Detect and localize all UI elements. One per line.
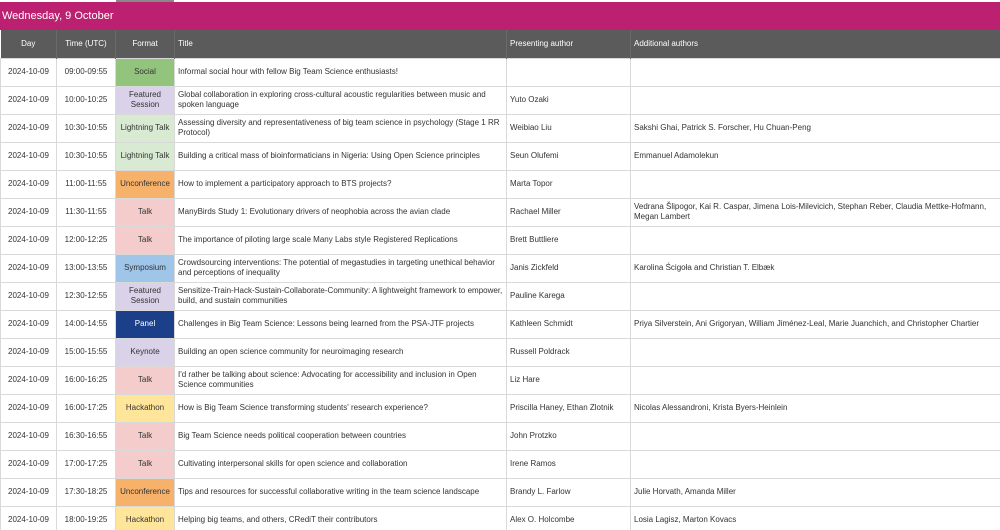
presenter-cell: Weibiao Liu — [507, 114, 631, 142]
additional-authors-cell — [631, 86, 1000, 114]
table-row[interactable] — [1, 142, 1000, 170]
time-cell: 18:00-19:25 — [57, 506, 116, 530]
column-header-time[interactable]: Time (UTC) — [57, 30, 116, 58]
day-cell: 2024-10-09 — [1, 282, 57, 310]
format-cell: Keynote — [116, 338, 175, 366]
table-row[interactable] — [1, 422, 1000, 450]
time-cell: 17:00-17:25 — [57, 450, 116, 478]
format-cell: Featured Session — [116, 86, 175, 114]
day-cell: 2024-10-09 — [1, 58, 57, 86]
presenter-cell: Irene Ramos — [507, 450, 631, 478]
column-header-format[interactable]: Format — [116, 30, 175, 58]
column-header-day[interactable]: Day — [1, 30, 57, 58]
format-cell: Unconference — [116, 478, 175, 506]
day-cell: 2024-10-09 — [1, 478, 57, 506]
presenter-cell: Alex O. Holcombe — [507, 506, 631, 530]
format-cell: Talk — [116, 226, 175, 254]
title-cell: Building a critical mass of bioinformaticians in Nigeria: Using Open Science principles — [175, 142, 507, 170]
additional-authors-cell: Losia Lagisz, Marton Kovacs — [631, 506, 1000, 530]
title-cell: Informal social hour with fellow Big Team Science enthusiasts! — [175, 58, 507, 86]
title-cell: Tips and resources for successful collaborative writing in the team science landscape — [175, 478, 507, 506]
additional-authors-cell: Karolina Ścigoła and Christian T. Elbæk — [631, 254, 1000, 282]
presenter-cell — [507, 58, 631, 86]
table-row[interactable] — [1, 254, 1000, 282]
format-cell: Social — [116, 58, 175, 86]
day-cell: 2024-10-09 — [1, 450, 57, 478]
presenter-cell: Pauline Karega — [507, 282, 631, 310]
presenter-cell: Rachael Miller — [507, 198, 631, 226]
column-header-title[interactable]: Title — [175, 30, 507, 58]
format-cell: Lightning Talk — [116, 142, 175, 170]
table-row[interactable] — [1, 198, 1000, 226]
table-row[interactable] — [1, 366, 1000, 394]
presenter-cell: Seun Olufemi — [507, 142, 631, 170]
column-header-presenting-author[interactable]: Presenting author — [507, 30, 631, 58]
table-row[interactable] — [1, 114, 1000, 142]
table-row[interactable] — [1, 338, 1000, 366]
time-cell: 17:30-18:25 — [57, 478, 116, 506]
additional-authors-cell: Emmanuel Adamolekun — [631, 142, 1000, 170]
additional-authors-cell: Priya Silverstein, Ani Grigoryan, William Jiménez-Leal, Marie Juanchich, and Christopher Chartier — [631, 310, 1000, 338]
day-cell: 2024-10-09 — [1, 226, 57, 254]
day-cell: 2024-10-09 — [1, 422, 57, 450]
presenter-cell: Kathleen Schmidt — [507, 310, 631, 338]
table-row[interactable] — [1, 506, 1000, 530]
additional-authors-cell — [631, 338, 1000, 366]
day-cell: 2024-10-09 — [1, 366, 57, 394]
additional-authors-cell: Sakshi Ghai, Patrick S. Forscher, Hu Chuan-Peng — [631, 114, 1000, 142]
presenter-cell: Janis Zickfeld — [507, 254, 631, 282]
table-row[interactable] — [1, 310, 1000, 338]
format-cell: Talk — [116, 366, 175, 394]
time-cell: 13:00-13:55 — [57, 254, 116, 282]
title-cell: ManyBirds Study 1: Evolutionary drivers of neophobia across the avian clade — [175, 198, 507, 226]
presenter-cell: Priscilla Haney, Ethan Zlotnik — [507, 394, 631, 422]
format-cell: Symposium — [116, 254, 175, 282]
column-header-additional-authors[interactable]: Additional authors — [631, 30, 1000, 58]
format-cell: Unconference — [116, 170, 175, 198]
day-cell: 2024-10-09 — [1, 506, 57, 530]
title-cell: How is Big Team Science transforming students' research experience? — [175, 394, 507, 422]
format-cell: Talk — [116, 198, 175, 226]
title-cell: Big Team Science needs political cooperation between countries — [175, 422, 507, 450]
title-cell: Cultivating interpersonal skills for open science and collaboration — [175, 450, 507, 478]
table-row[interactable] — [1, 282, 1000, 310]
format-cell: Featured Session — [116, 282, 175, 310]
presenter-cell: Brandy L. Farlow — [507, 478, 631, 506]
presenter-cell: Marta Topor — [507, 170, 631, 198]
additional-authors-cell — [631, 450, 1000, 478]
additional-authors-cell — [631, 226, 1000, 254]
day-cell: 2024-10-09 — [1, 170, 57, 198]
format-cell: Lightning Talk — [116, 114, 175, 142]
day-cell: 2024-10-09 — [1, 142, 57, 170]
additional-authors-cell: Vedrana Šlipogor, Kai R. Caspar, Jimena Lois-Milevicich, Stephan Reber, Claudia Mettke-Hofmann, Megan Lambert — [631, 198, 1000, 226]
additional-authors-cell — [631, 58, 1000, 86]
table-row[interactable] — [1, 86, 1000, 114]
time-cell: 11:30-11:55 — [57, 198, 116, 226]
time-cell: 12:30-12:55 — [57, 282, 116, 310]
table-row[interactable] — [1, 478, 1000, 506]
time-cell: 10:30-10:55 — [57, 142, 116, 170]
day-cell: 2024-10-09 — [1, 114, 57, 142]
time-cell: 10:30-10:55 — [57, 114, 116, 142]
presenter-cell: Yuto Ozaki — [507, 86, 631, 114]
table-row[interactable] — [1, 170, 1000, 198]
format-cell: Hackathon — [116, 394, 175, 422]
format-cell: Panel — [116, 310, 175, 338]
format-cell: Talk — [116, 450, 175, 478]
time-cell: 15:00-15:55 — [57, 338, 116, 366]
table-row[interactable] — [1, 226, 1000, 254]
title-cell: Crowdsourcing interventions: The potential of megastudies in targeting unethical behavior and perceptions of inequality — [175, 254, 507, 282]
day-cell: 2024-10-09 — [1, 394, 57, 422]
additional-authors-cell — [631, 366, 1000, 394]
schedule-table — [0, 30, 1000, 530]
format-cell: Hackathon — [116, 506, 175, 530]
time-cell: 16:30-16:55 — [57, 422, 116, 450]
day-cell: 2024-10-09 — [1, 310, 57, 338]
table-row[interactable] — [1, 58, 1000, 86]
time-cell: 11:00-11:55 — [57, 170, 116, 198]
day-header: Wednesday, 9 October — [0, 2, 1000, 30]
day-cell: 2024-10-09 — [1, 338, 57, 366]
title-cell: How to implement a participatory approach to BTS projects? — [175, 170, 507, 198]
time-cell: 10:00-10:25 — [57, 86, 116, 114]
title-cell: Global collaboration in exploring cross-cultural acoustic regularities between music and spoken language — [175, 86, 507, 114]
title-cell: Challenges in Big Team Science: Lessons being learned from the PSA-JTF projects — [175, 310, 507, 338]
day-cell: 2024-10-09 — [1, 254, 57, 282]
format-cell: Talk — [116, 422, 175, 450]
presenter-cell: Brett Buttliere — [507, 226, 631, 254]
additional-authors-cell — [631, 170, 1000, 198]
additional-authors-cell: Nicolas Alessandroni, Krista Byers-Heinlein — [631, 394, 1000, 422]
title-cell: Assessing diversity and representativeness of big team science in psychology (Stage 1 RR Protocol) — [175, 114, 507, 142]
title-cell: Building an open science community for neuroimaging research — [175, 338, 507, 366]
title-cell: Sensitize-Train-Hack-Sustain-Collaborate-Community: A lightweight framework to empower, build, and sustain communities — [175, 282, 507, 310]
additional-authors-cell — [631, 282, 1000, 310]
title-cell: The importance of piloting large scale Many Labs style Registered Replications — [175, 226, 507, 254]
time-cell: 12:00-12:25 — [57, 226, 116, 254]
presenter-cell: Russell Poldrack — [507, 338, 631, 366]
title-cell: I'd rather be talking about science: Advocating for accessibility and inclusion in Open Science communities — [175, 366, 507, 394]
table-header-row — [1, 30, 1000, 58]
day-cell: 2024-10-09 — [1, 86, 57, 114]
table-row[interactable] — [1, 450, 1000, 478]
title-cell: Helping big teams, and others, CRediT their contributors — [175, 506, 507, 530]
time-cell: 14:00-14:55 — [57, 310, 116, 338]
presenter-cell: John Protzko — [507, 422, 631, 450]
additional-authors-cell — [631, 422, 1000, 450]
additional-authors-cell: Julie Horvath, Amanda Miller — [631, 478, 1000, 506]
day-cell: 2024-10-09 — [1, 198, 57, 226]
presenter-cell: Liz Hare — [507, 366, 631, 394]
table-row[interactable] — [1, 394, 1000, 422]
time-cell: 09:00-09:55 — [57, 58, 116, 86]
time-cell: 16:00-17:25 — [57, 394, 116, 422]
time-cell: 16:00-16:25 — [57, 366, 116, 394]
